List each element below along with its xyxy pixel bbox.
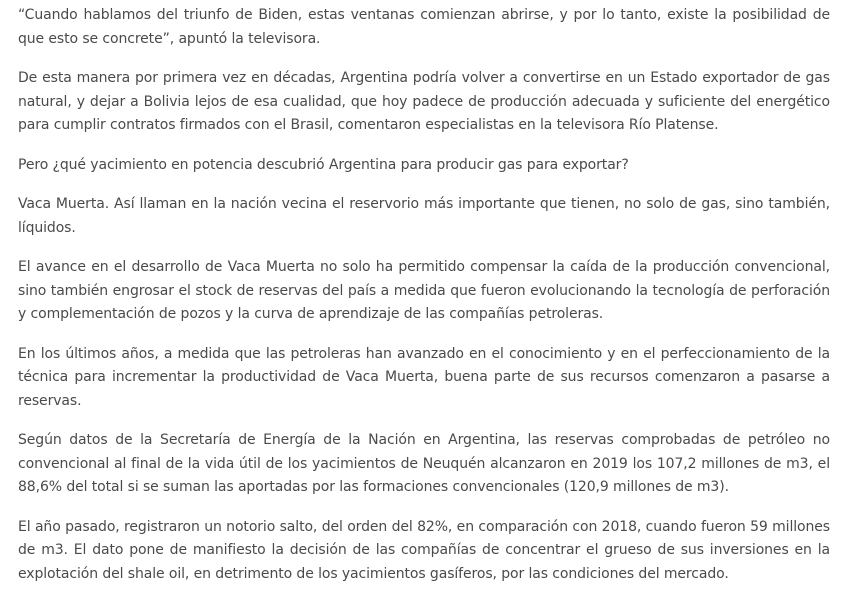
- paragraph-datos-secretaria: Según datos de la Secretaría de Energía de la Nación en Argentina, las reservas comprobadas de petróleo no convencional al final de la vida útil de los yacimientos de Neuquén alcanzaron en 2019 los 107,2 millones de m3, el 88,6% del total si se suman las aportadas por las formaciones convencionales (120,9 millones de m3).: [18, 432, 830, 495]
- paragraph-argentina-exporter: De esta manera por primera vez en décadas, Argentina podría volver a convertirse en un Estado exportador de gas natural, y dejar a Bolivia lejos de esa cualidad, que hoy padece de producción adecuada y suficiente del energético para cumplir contratos firmados con el Brasil, comentaron especialistas en la televisora Río Platense.: [18, 70, 830, 133]
- article-body: [18, 4, 830, 602]
- paragraph-ultimos-anos: En los últimos años, a medida que las petroleras han avanzado en el conocimiento y en el perfeccionamiento de la técnica para incrementar la productividad de Vaca Muerta, buena parte de sus recursos comenzaron a pasarse a reservas.: [18, 345, 830, 409]
- paragraph-question-yacimiento: Pero ¿qué yacimiento en potencia descubrió Argentina para producir gas para exportar?: [18, 156, 629, 173]
- paragraph-vaca-muerta: Vaca Muerta. Así llaman en la nación vecina el reservorio más importante que tienen, no solo de gas, sino también, líquidos.: [18, 196, 830, 236]
- paragraph-desarrollo: El avance en el desarrollo de Vaca Muerta no solo ha permitido compensar la caída de la producción convencional, sino también engrosar el stock de reservas del país a medida que fueron evolucionando la tecnología de perforación y complementación de pozos y la curva de aprendizaje de las compañías petroleras.: [18, 259, 830, 322]
- paragraph-quote-biden: “Cuando hablamos del triunfo de Biden, estas ventanas comienzan abrirse, y por lo tanto, existe la posibilidad de que esto se concrete”, apuntó la televisora.: [18, 7, 830, 47]
- paragraph-ano-pasado: El año pasado, registraron un notorio salto, del orden del 82%, en comparación con 2018, cuando fueron 59 millones de m3. El dato pone de manifiesto la decisión de las compañías de concentrar el grueso de sus inversiones en la explotación del shale oil, en detrimento de los yacimientos gasíferos, por las condiciones del mercado.: [18, 518, 830, 582]
